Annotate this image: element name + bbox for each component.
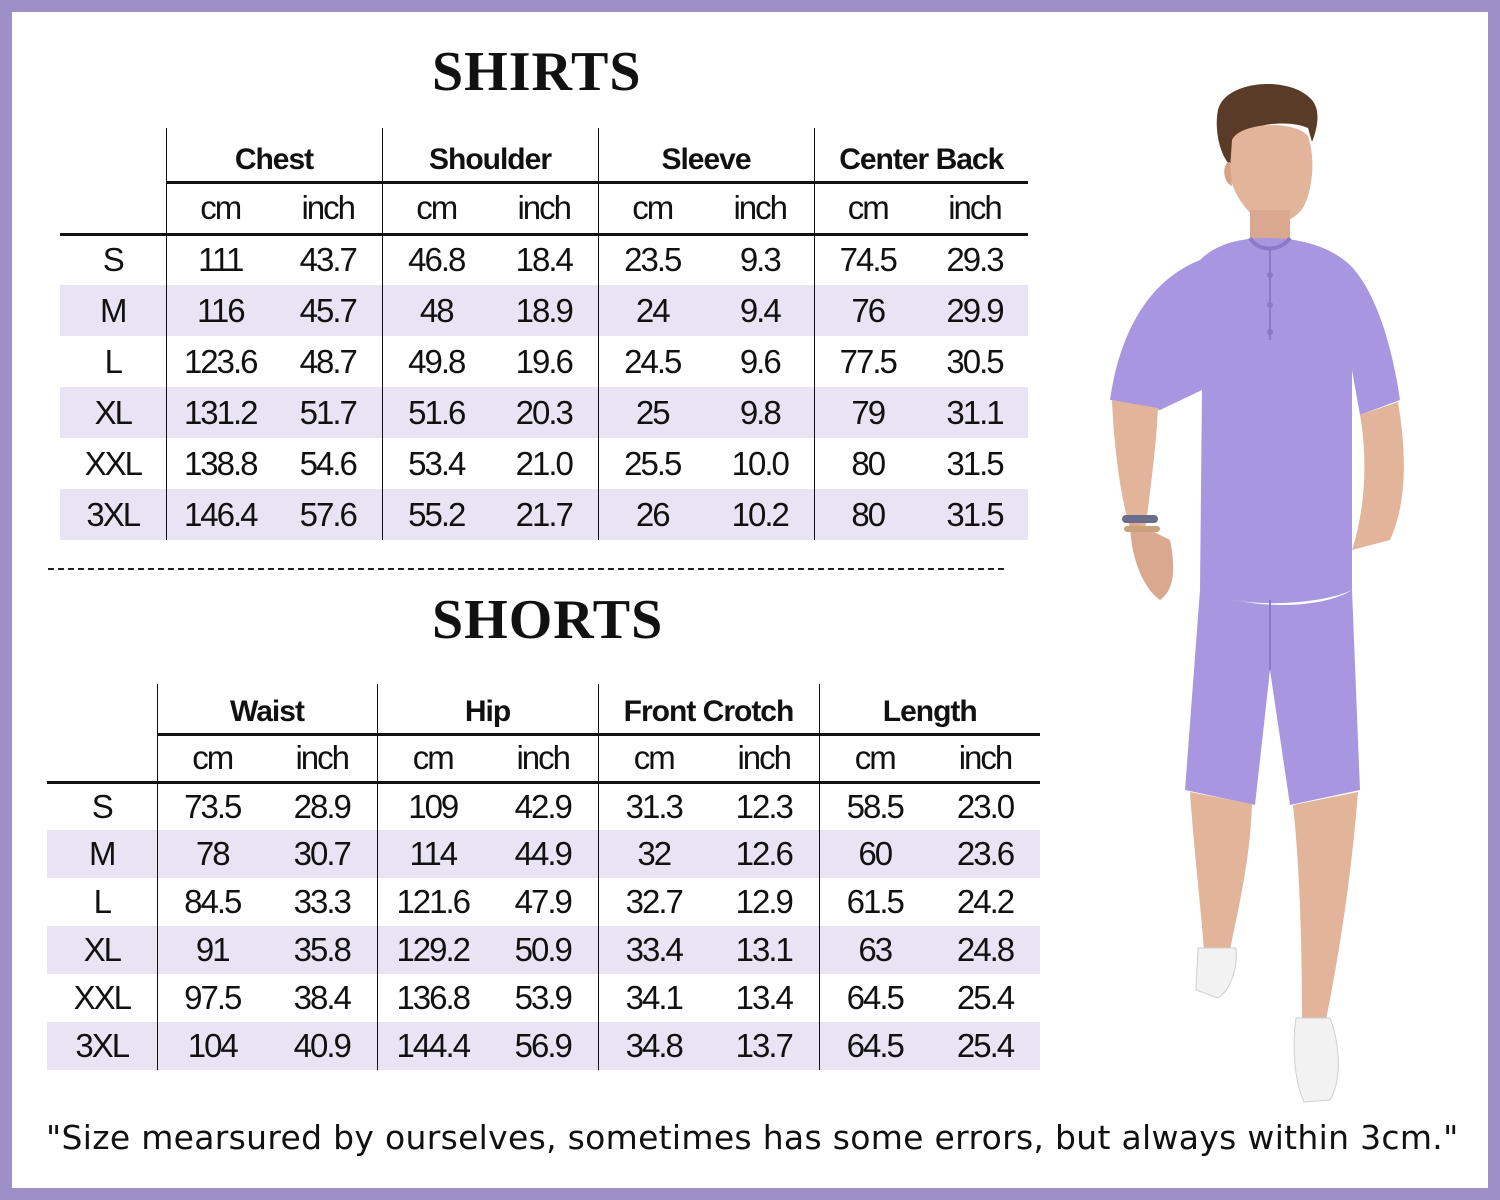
measurement-cell: 31.5 (946, 444, 1003, 482)
table-row (47, 1022, 1040, 1070)
measurement-cell: 51.7 (274, 387, 382, 438)
measurement-cell: 73.5 (157, 782, 267, 830)
unit-label: cm (598, 182, 706, 234)
table-row (60, 489, 1028, 540)
measurement-cell: 76 (814, 285, 921, 336)
unit-label: inch (488, 734, 598, 782)
measurement-cell: 12.6 (709, 830, 819, 878)
measurement-cell: 47.9 (514, 883, 571, 920)
unit-label: inch (930, 734, 1040, 782)
size-label: XL (60, 387, 166, 438)
measurement-cell: 13.1 (709, 926, 819, 974)
measurement-cell: 91 (157, 926, 267, 974)
unit-label: inch (706, 182, 814, 234)
measurement-cell: 51.6 (382, 387, 490, 438)
measurement-cell: 42.9 (514, 787, 571, 825)
measurement-cell: 63 (819, 926, 930, 974)
unit-label: cm (598, 734, 709, 782)
column-header: Chest (166, 128, 382, 182)
unit-label: cm (382, 182, 490, 234)
unit-label: cm (166, 182, 274, 234)
size-label: 3XL (60, 489, 166, 540)
measurement-cell: 35.8 (267, 926, 377, 974)
measurement-cell: 84.5 (157, 878, 267, 926)
corner-cell (47, 684, 157, 734)
measurement-cell: 21.7 (490, 489, 598, 540)
measurement-cell: 13.7 (709, 1022, 819, 1070)
measurement-cell: 56.9 (488, 1022, 598, 1070)
size-label: L (93, 883, 110, 920)
unit-label: inch (709, 734, 819, 782)
measurement-cell: 23.5 (598, 234, 706, 285)
unit-label: inch (267, 734, 377, 782)
table-row (60, 387, 1028, 438)
measurement-cell: 77.5 (814, 336, 921, 387)
measurement-cell: 49.8 (382, 336, 490, 387)
measurement-cell: 53.9 (514, 979, 571, 1016)
measurement-cell: 20.3 (490, 387, 598, 438)
measurement-cell: 26 (598, 489, 706, 540)
measurement-cell: 79 (814, 387, 921, 438)
measurement-cell: 97.5 (157, 974, 267, 1022)
measurement-cell: 24.5 (598, 336, 706, 387)
measurement-cell: 30.7 (267, 830, 377, 878)
measurement-cell: 9.4 (706, 285, 814, 336)
measurement-cell: 64.5 (819, 1022, 930, 1070)
measurement-cell: 32.7 (598, 878, 709, 926)
measurement-cell: 10.0 (731, 444, 788, 482)
measurement-cell: 32 (598, 830, 709, 878)
measurement-cell: 43.7 (299, 241, 356, 279)
measurement-cell: 28.9 (293, 787, 350, 825)
measurement-cell: 31.5 (921, 489, 1028, 540)
column-header: Front Crotch (598, 684, 819, 734)
shirts-size-table (60, 128, 1028, 540)
measurement-cell: 23.0 (956, 787, 1014, 825)
measurement-cell: 10.2 (706, 489, 814, 540)
table-row (47, 830, 1040, 878)
column-header: Sleeve (598, 128, 814, 182)
measurement-cell: 13.4 (735, 979, 792, 1016)
measurement-cell: 30.5 (946, 342, 1003, 380)
measurement-cell: 33.3 (293, 883, 350, 920)
size-label: 3XL (47, 1022, 157, 1070)
measurement-cell: 9.3 (739, 241, 780, 279)
measurement-cell: 144.4 (377, 1022, 488, 1070)
size-label: S (91, 787, 112, 825)
measurement-cell: 31.3 (598, 782, 709, 830)
measurement-cell: 25 (598, 387, 706, 438)
size-label: S (102, 241, 123, 279)
column-header: Length (819, 684, 1040, 734)
measurement-cell: 23.6 (930, 830, 1040, 878)
unit-label: cm (814, 182, 921, 234)
measurement-cell: 50.9 (488, 926, 598, 974)
measurement-cell: 111 (166, 234, 274, 285)
size-label: M (47, 830, 157, 878)
measurement-cell: 48 (382, 285, 490, 336)
measurement-cell: 64.5 (819, 974, 930, 1022)
measurement-cell: 40.9 (267, 1022, 377, 1070)
column-header: Hip (377, 684, 598, 734)
measurement-cell: 44.9 (488, 830, 598, 878)
measurement-cell: 114 (377, 830, 488, 878)
size-label: XL (47, 926, 157, 974)
measurement-cell: 24.8 (930, 926, 1040, 974)
measurement-cell: 129.2 (377, 926, 488, 974)
measurement-cell: 74.5 (814, 234, 921, 285)
measurement-cell: 131.2 (166, 387, 274, 438)
measurement-cell: 55.2 (382, 489, 490, 540)
measurement-cell: 80 (814, 489, 921, 540)
table-row (60, 336, 1028, 387)
measurement-cell: 136.8 (377, 974, 488, 1022)
measurement-cell: 104 (157, 1022, 267, 1070)
size-label: XXL (73, 979, 130, 1016)
measurement-cell: 31.1 (921, 387, 1028, 438)
corner-cell (60, 128, 166, 182)
measurement-cell: 29.9 (921, 285, 1028, 336)
measurement-cell: 138.8 (166, 438, 274, 489)
measurement-cell: 21.0 (515, 444, 572, 482)
measurement-cell: 25.4 (930, 1022, 1040, 1070)
measurement-cell: 9.6 (739, 342, 780, 380)
measurement-cell: 45.7 (274, 285, 382, 336)
model-photo-icon (1090, 70, 1430, 1120)
shirts-title: SHIRTS (432, 41, 642, 103)
measurement-cell: 123.6 (166, 336, 274, 387)
unit-label: inch (490, 182, 598, 234)
measurement-cell: 61.5 (819, 878, 930, 926)
measurement-cell: 12.3 (735, 787, 792, 825)
measurement-cell: 46.8 (382, 234, 490, 285)
measurement-cell: 78 (157, 830, 267, 878)
measurement-cell: 38.4 (293, 979, 350, 1016)
measurement-cell: 24.2 (956, 883, 1014, 920)
measurement-cell: 116 (166, 285, 274, 336)
shorts-title: SHORTS (432, 589, 664, 651)
measurement-cell: 57.6 (274, 489, 382, 540)
measurement-cell: 60 (819, 830, 930, 878)
measurement-cell: 34.8 (598, 1022, 709, 1070)
table-row (60, 234, 1028, 285)
corner-cell (60, 182, 166, 234)
table-row (47, 878, 1040, 926)
measurement-cell: 29.3 (946, 241, 1003, 279)
measurement-cell: 109 (377, 782, 488, 830)
section-divider (48, 568, 1004, 570)
table-row (47, 974, 1040, 1022)
table-row (60, 438, 1028, 489)
measurement-cell: 18.4 (515, 241, 572, 279)
size-label: L (104, 342, 121, 380)
measurement-cell: 54.6 (299, 444, 356, 482)
measurement-cell: 24 (598, 285, 706, 336)
size-label: M (60, 285, 166, 336)
column-header: Center Back (814, 128, 1028, 182)
unit-label: inch (274, 182, 382, 234)
measurement-cell: 34.1 (598, 974, 709, 1022)
measurement-cell: 121.6 (377, 878, 488, 926)
measurement-cell: 58.5 (819, 782, 930, 830)
table-row (60, 285, 1028, 336)
unit-label: inch (921, 182, 1028, 234)
measurement-cell: 146.4 (166, 489, 274, 540)
measurement-cell: 18.9 (490, 285, 598, 336)
measurement-cell: 53.4 (382, 438, 490, 489)
unit-label: cm (819, 734, 930, 782)
measurement-cell: 19.6 (515, 342, 572, 380)
measurement-cell: 25.4 (956, 979, 1014, 1016)
corner-cell (47, 734, 157, 782)
measurement-cell: 12.9 (735, 883, 792, 920)
size-label: XXL (84, 444, 141, 482)
column-header: Shoulder (382, 128, 598, 182)
measurement-cell: 80 (814, 438, 921, 489)
unit-label: cm (377, 734, 488, 782)
measurement-cell: 25.5 (598, 438, 706, 489)
shorts-size-table (47, 684, 1040, 1070)
column-header: Waist (157, 684, 377, 734)
table-row (47, 782, 1040, 830)
unit-label: cm (157, 734, 267, 782)
table-row (47, 926, 1040, 974)
measurement-cell: 33.4 (598, 926, 709, 974)
measurement-cell: 9.8 (706, 387, 814, 438)
measurement-cell: 48.7 (299, 342, 356, 380)
measurement-note: "Size mearsured by ourselves, sometimes has some errors, but always within 3cm." (46, 1118, 1459, 1157)
